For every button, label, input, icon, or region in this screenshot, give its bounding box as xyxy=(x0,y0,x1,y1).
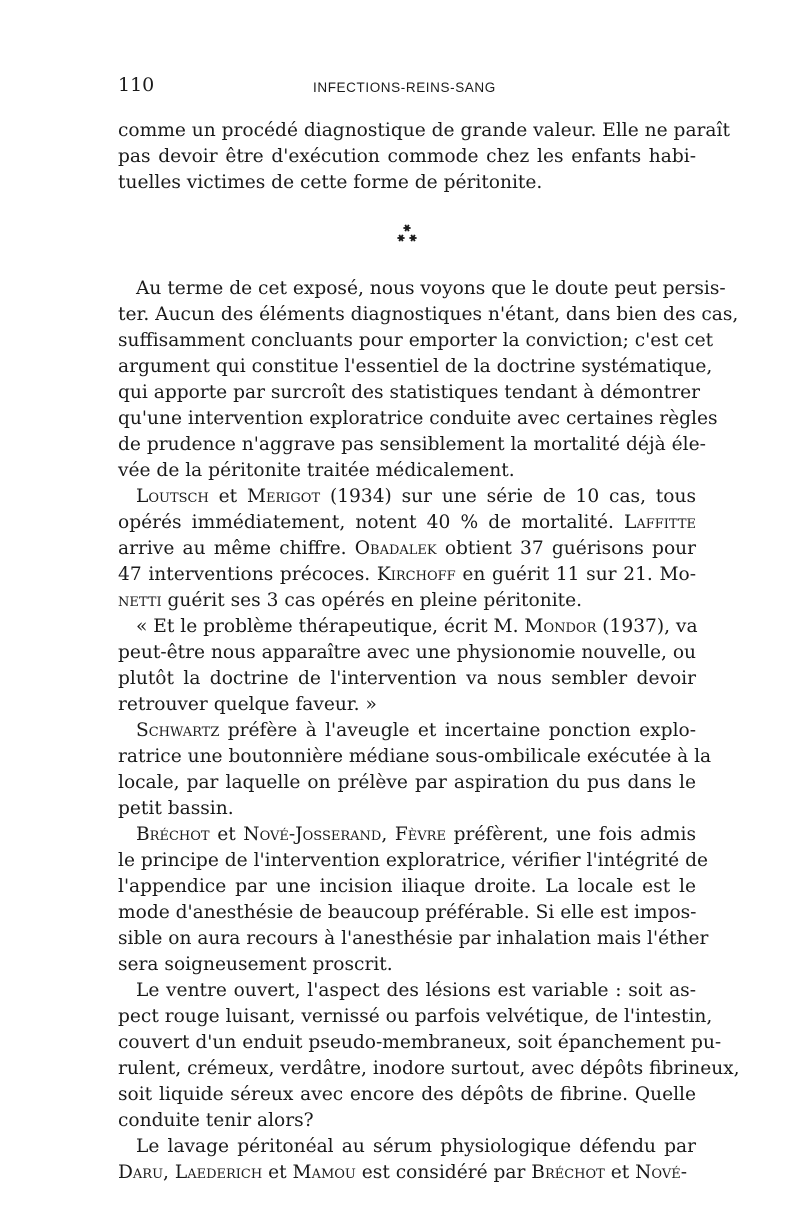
text-line: qu'une intervention exploratrice conduite avec certaines règles xyxy=(118,408,718,429)
text-line: Au terme de cet exposé, nous voyons que le doute peut persis- xyxy=(136,278,726,299)
text-line: ter. Aucun des éléments diagnostiques n'étant, dans bien des cas, xyxy=(118,304,739,325)
text-line: peut-être nous apparaître avec une physionomie nouvelle, ou xyxy=(118,642,696,663)
author-name: Merigot xyxy=(246,486,321,507)
body-text xyxy=(118,118,740,1186)
text-line: Daru, Laederich et Mamou est considéré par Bréchot et Nové- xyxy=(118,1162,688,1183)
author-name: Laederich xyxy=(174,1162,263,1183)
text-line: « Et le problème thérapeutique, écrit M. Mondor (1937), va xyxy=(136,616,698,637)
author-name: Daru xyxy=(118,1162,164,1183)
text-line: retrouver quelque faveur. » xyxy=(118,694,377,715)
paragraph xyxy=(118,1134,696,1186)
text-line: sera soigneusement proscrit. xyxy=(118,954,393,975)
text-line: Le lavage péritonéal au sérum physiologique défendu par xyxy=(136,1136,696,1157)
text-line: soit liquide séreux avec encore des dépôts de fibrine. Quelle xyxy=(118,1084,696,1105)
author-name: Bréchot xyxy=(136,824,210,845)
author-name: Kirchoff xyxy=(376,564,456,585)
text-line: locale, par laquelle on prélève par aspiration du pus dans le xyxy=(118,772,696,793)
text-line: petit bassin. xyxy=(118,798,234,819)
paragraph xyxy=(118,484,696,614)
paragraph xyxy=(118,978,740,1134)
text-line: vée de la péritonite traitée médicalement. xyxy=(118,460,515,481)
text-line: mode d'anesthésie de beaucoup préférable. Si elle est impos- xyxy=(118,902,697,923)
text-line: Loutsch et Merigot (1934) sur une série de 10 cas, tous xyxy=(136,486,696,507)
asterism-separator xyxy=(118,202,696,272)
text-line: arrive au même chiffre. Obadalek obtient 37 guérisons pour xyxy=(118,538,696,559)
author-name: Mondor xyxy=(524,616,597,637)
text-line: conduite tenir alors? xyxy=(118,1110,314,1131)
author-name: netti xyxy=(118,590,162,611)
page-header xyxy=(118,70,696,110)
text-line: opérés immédiatement, notent 40 % de mortalité. Laffitte xyxy=(118,512,696,533)
text-line: plutôt la doctrine de l'intervention va nous sembler devoir xyxy=(118,668,696,689)
author-name: Nové- xyxy=(635,1162,688,1183)
paragraph xyxy=(118,822,709,978)
text-line: l'appendice par une incision iliaque droite. La locale est le xyxy=(118,876,696,897)
text-line: suffisamment concluants pour emporter la conviction; c'est cet xyxy=(118,330,714,351)
asterisk-star xyxy=(409,235,416,241)
author-name: Mamou xyxy=(292,1162,356,1183)
text-line: pect rouge luisant, vernissé ou parfois velvétique, de l'intestin, xyxy=(118,1006,713,1027)
text-line: netti guérit ses 3 cas opérés en pleine péritonite. xyxy=(118,590,583,611)
text-line: le principe de l'intervention exploratrice, vérifier l'intégrité de xyxy=(118,850,708,871)
paragraph xyxy=(118,118,730,196)
text-line: Le ventre ouvert, l'aspect des lésions est variable : soit as- xyxy=(136,980,696,1001)
text-line: de prudence n'aggrave pas sensiblement la mortalité déjà éle- xyxy=(118,434,706,455)
text-line: rulent, crémeux, verdâtre, inodore surtout, avec dépôts fibrineux, xyxy=(118,1058,740,1079)
text-line: comme un procédé diagnostique de grande valeur. Elle ne paraît xyxy=(118,120,730,141)
text-line: sible on aura recours à l'anesthésie par inhalation mais l'éther xyxy=(118,928,709,949)
running-title: INFECTIONS-REINS-SANG xyxy=(313,80,496,95)
author-name: Fèvre xyxy=(394,824,446,845)
text-line: tuelles victimes de cette forme de péritonite. xyxy=(118,172,543,193)
text-line: qui apporte par surcroît des statistiques tendant à démontrer xyxy=(118,382,701,403)
text-line: ratrice une boutonnière médiane sous-ombilicale exécutée à la xyxy=(118,746,712,767)
text-line: couvert d'un enduit pseudo-membraneux, soit épanchement pu- xyxy=(118,1032,722,1053)
paragraph xyxy=(118,276,739,484)
text-line: argument qui constitue l'essentiel de la doctrine systématique, xyxy=(118,356,713,377)
asterisk-star xyxy=(397,235,404,241)
author-name: Nové-Josserand xyxy=(243,824,382,845)
author-name: Bréchot xyxy=(531,1162,605,1183)
asterisk-star xyxy=(403,225,410,231)
author-name: Laffitte xyxy=(624,512,696,533)
text-line: Schwartz préfère à l'aveugle et incertaine ponction explo- xyxy=(136,720,696,741)
paragraph xyxy=(118,718,712,822)
paragraph xyxy=(118,614,696,718)
author-name: Obadalek xyxy=(354,538,437,559)
author-name: Loutsch xyxy=(136,486,209,507)
text-line: Bréchot et Nové-Josserand, Fèvre préfèrent, une fois admis xyxy=(136,824,697,845)
author-name: Schwartz xyxy=(136,720,220,741)
book-page xyxy=(118,70,740,1186)
text-line: pas devoir être d'exécution commode chez les enfants habi- xyxy=(118,146,696,167)
text-line: 47 interventions précoces. Kirchoff en guérit 11 sur 21. Mo- xyxy=(118,564,696,585)
page-number: 110 xyxy=(118,74,155,96)
asterism-icon xyxy=(396,224,418,244)
